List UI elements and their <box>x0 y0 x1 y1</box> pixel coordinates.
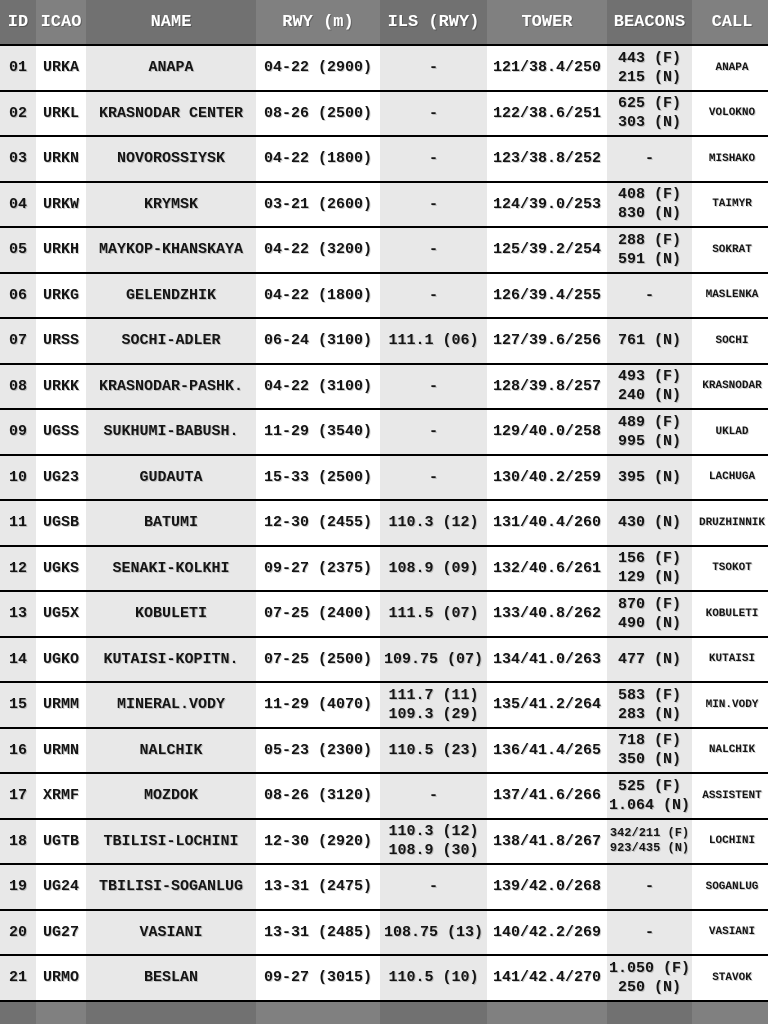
table-row <box>0 365 768 411</box>
cell-icao: UG27 <box>42 923 79 941</box>
cell-name: SENAKI-KOLKHI <box>86 547 256 591</box>
table-row <box>0 729 768 775</box>
cell-icao: URKA <box>42 59 79 77</box>
cell-id: 10 <box>0 456 36 500</box>
column-header-tower: TOWER <box>491 0 603 44</box>
table-row <box>0 592 768 638</box>
cell-ils: 110.3 (12) 108.9 (30) <box>380 820 487 864</box>
cell-name: NALCHIK <box>86 729 256 773</box>
table-row <box>0 911 768 957</box>
cell-beacons: 288 (F) 591 (N) <box>607 228 692 272</box>
footer-band-segment <box>86 1002 256 1024</box>
cell-beacons: - <box>607 137 692 181</box>
cell-id: 14 <box>0 638 36 682</box>
cell-rwy: 06-24 (3100) <box>263 332 373 350</box>
cell-beacons: 583 (F) 283 (N) <box>607 683 692 727</box>
cell-beacons: 342/211 (F) 923/435 (N) <box>607 820 692 864</box>
cell-call: KUTAISI <box>708 653 756 666</box>
cell-name: MAYKOP-KHANSKAYA <box>86 228 256 272</box>
cell-ils: 111.1 (06) <box>380 319 487 363</box>
cell-icao: UG24 <box>42 878 79 896</box>
table-row <box>0 638 768 684</box>
cell-icao: UGKO <box>42 650 79 668</box>
cell-name: VASIANI <box>86 911 256 955</box>
cell-beacons: - <box>607 865 692 909</box>
column-header-rwy: RWY (m) <box>260 0 376 44</box>
cell-beacons: 625 (F) 303 (N) <box>607 92 692 136</box>
cell-id: 12 <box>0 547 36 591</box>
cell-icao: URMO <box>42 969 79 987</box>
cell-id: 08 <box>0 365 36 409</box>
table-row <box>0 683 768 729</box>
cell-rwy: 08-26 (2500) <box>263 104 373 122</box>
cell-name: KOBULETI <box>86 592 256 636</box>
cell-tower: 124/39.0/253 <box>492 195 602 213</box>
table-row <box>0 46 768 92</box>
cell-beacons: 408 (F) 830 (N) <box>607 183 692 227</box>
cell-id: 09 <box>0 410 36 454</box>
table-row <box>0 319 768 365</box>
cell-name: GELENDZHIK <box>86 274 256 318</box>
table-row <box>0 774 768 820</box>
cell-ils: 110.5 (10) <box>380 956 487 1000</box>
cell-name: SOCHI-ADLER <box>86 319 256 363</box>
cell-id: 11 <box>0 501 36 545</box>
cell-ils: 111.5 (07) <box>380 592 487 636</box>
cell-tower: 139/42.0/268 <box>492 878 602 896</box>
cell-ils: - <box>380 183 487 227</box>
cell-call: VOLOKNO <box>708 107 756 120</box>
cell-tower: 128/39.8/257 <box>492 377 602 395</box>
table-row <box>0 228 768 274</box>
column-header-id: ID <box>0 0 36 44</box>
cell-call: MISHAKO <box>708 152 756 165</box>
cell-call: KOBULETI <box>705 607 759 620</box>
cell-icao: URKL <box>42 104 79 122</box>
cell-call: SOKRAT <box>712 243 752 256</box>
table-row <box>0 456 768 502</box>
cell-ils: 109.75 (07) <box>380 638 487 682</box>
cell-call: ASSISTENT <box>702 789 762 802</box>
cell-beacons: 477 (N) <box>607 638 692 682</box>
cell-icao: URKW <box>42 195 79 213</box>
cell-ils: - <box>380 456 487 500</box>
cell-beacons: 493 (F) 240 (N) <box>607 365 692 409</box>
cell-rwy: 09-27 (2375) <box>263 559 373 577</box>
footer-band-segment <box>380 1002 487 1024</box>
cell-icao: URSS <box>42 332 79 350</box>
cell-id: 15 <box>0 683 36 727</box>
cell-id: 21 <box>0 956 36 1000</box>
column-header-name: NAME <box>86 0 256 44</box>
cell-ils: - <box>380 274 487 318</box>
footer-band-segment <box>607 1002 692 1024</box>
column-header-beacons: BEACONS <box>607 0 692 44</box>
cell-beacons: 761 (N) <box>607 319 692 363</box>
table-row <box>0 820 768 866</box>
cell-rwy: 12-30 (2455) <box>263 514 373 532</box>
cell-ils: - <box>380 137 487 181</box>
cell-tower: 127/39.6/256 <box>492 332 602 350</box>
table-row <box>0 137 768 183</box>
cell-ils: 108.9 (09) <box>380 547 487 591</box>
cell-icao: URMN <box>42 741 79 759</box>
cell-tower: 131/40.4/260 <box>492 514 602 532</box>
cell-beacons: 156 (F) 129 (N) <box>607 547 692 591</box>
cell-name: BATUMI <box>86 501 256 545</box>
cell-rwy: 03-21 (2600) <box>263 195 373 213</box>
cell-icao: URKG <box>42 286 79 304</box>
cell-tower: 126/39.4/255 <box>492 286 602 304</box>
cell-id: 03 <box>0 137 36 181</box>
cell-tower: 129/40.0/258 <box>492 423 602 441</box>
cell-rwy: 11-29 (3540) <box>263 423 373 441</box>
cell-icao: URKH <box>42 241 79 259</box>
cell-ils: 110.5 (23) <box>380 729 487 773</box>
cell-rwy: 12-30 (2920) <box>263 832 373 850</box>
column-header-call: CALL <box>696 0 768 44</box>
cell-call: ANAPA <box>715 61 749 74</box>
footer-band-segment <box>40 1002 82 1024</box>
cell-tower: 135/41.2/264 <box>492 696 602 714</box>
cell-beacons: 489 (F) 995 (N) <box>607 410 692 454</box>
cell-ils: 110.3 (12) <box>380 501 487 545</box>
cell-name: KRASNODAR-PASHK. <box>86 365 256 409</box>
cell-rwy: 08-26 (3120) <box>263 787 373 805</box>
cell-call: LOCHINI <box>708 835 756 848</box>
cell-id: 16 <box>0 729 36 773</box>
cell-icao: UG23 <box>42 468 79 486</box>
footer-band-segment <box>696 1002 768 1024</box>
cell-name: KRYMSK <box>86 183 256 227</box>
cell-name: NOVOROSSIYSK <box>86 137 256 181</box>
cell-rwy: 05-23 (2300) <box>263 741 373 759</box>
cell-call: LACHUGA <box>708 471 756 484</box>
cell-ils: 108.75 (13) <box>380 911 487 955</box>
cell-icao: XRMF <box>42 787 79 805</box>
cell-beacons: 525 (F) 1.064 (N) <box>607 774 692 818</box>
footer-band-segment <box>260 1002 376 1024</box>
cell-beacons: - <box>607 911 692 955</box>
cell-rwy: 07-25 (2500) <box>263 650 373 668</box>
cell-ils: - <box>380 774 487 818</box>
cell-rwy: 04-22 (3200) <box>263 241 373 259</box>
footer-band-segment <box>0 1002 36 1024</box>
cell-tower: 140/42.2/269 <box>492 923 602 941</box>
cell-rwy: 09-27 (3015) <box>263 969 373 987</box>
column-header-icao: ICAO <box>40 0 82 44</box>
cell-name: KUTAISI-KOPITN. <box>86 638 256 682</box>
table-row <box>0 501 768 547</box>
column-header-ils: ILS (RWY) <box>380 0 487 44</box>
cell-name: KRASNODAR CENTER <box>86 92 256 136</box>
cell-beacons: 718 (F) 350 (N) <box>607 729 692 773</box>
cell-icao: URMM <box>42 696 79 714</box>
cell-ils: - <box>380 228 487 272</box>
cell-id: 18 <box>0 820 36 864</box>
cell-icao: UGSS <box>42 423 79 441</box>
cell-call: TSOKOT <box>712 562 752 575</box>
cell-call: VASIANI <box>708 926 756 939</box>
cell-call: SOCHI <box>715 334 749 347</box>
cell-icao: UGTB <box>42 832 79 850</box>
cell-id: 06 <box>0 274 36 318</box>
cell-rwy: 15-33 (2500) <box>263 468 373 486</box>
cell-tower: 121/38.4/250 <box>492 59 602 77</box>
cell-beacons: 870 (F) 490 (N) <box>607 592 692 636</box>
cell-tower: 123/38.8/252 <box>492 150 602 168</box>
cell-name: MINERAL.VODY <box>86 683 256 727</box>
cell-call: TAIMYR <box>712 198 752 211</box>
cell-tower: 125/39.2/254 <box>492 241 602 259</box>
cell-ils: - <box>380 865 487 909</box>
cell-name: GUDAUTA <box>86 456 256 500</box>
table-row <box>0 274 768 320</box>
cell-id: 19 <box>0 865 36 909</box>
cell-id: 13 <box>0 592 36 636</box>
cell-tower: 130/40.2/259 <box>492 468 602 486</box>
cell-rwy: 11-29 (4070) <box>263 696 373 714</box>
cell-call: KRASNODAR <box>702 380 762 393</box>
cell-name: TBILISI-SOGANLUG <box>86 865 256 909</box>
table-row <box>0 956 768 1002</box>
cell-beacons: 395 (N) <box>607 456 692 500</box>
table-row <box>0 410 768 456</box>
cell-tower: 132/40.6/261 <box>492 559 602 577</box>
cell-id: 01 <box>0 46 36 90</box>
cell-ils: - <box>380 365 487 409</box>
table-row <box>0 865 768 911</box>
cell-name: BESLAN <box>86 956 256 1000</box>
cell-call: NALCHIK <box>708 744 756 757</box>
cell-name: ANAPA <box>86 46 256 90</box>
cell-icao: URKK <box>42 377 79 395</box>
cell-ils: - <box>380 92 487 136</box>
cell-tower: 134/41.0/263 <box>492 650 602 668</box>
table-footer <box>0 1002 768 1024</box>
cell-name: SUKHUMI-BABUSH. <box>86 410 256 454</box>
cell-icao: URKN <box>42 150 79 168</box>
table-row <box>0 547 768 593</box>
cell-tower: 122/38.6/251 <box>492 104 602 122</box>
cell-id: 20 <box>0 911 36 955</box>
table-body <box>0 46 768 1002</box>
cell-tower: 141/42.4/270 <box>492 969 602 987</box>
cell-rwy: 04-22 (1800) <box>263 150 373 168</box>
cell-rwy: 04-22 (1800) <box>263 286 373 304</box>
cell-beacons: 443 (F) 215 (N) <box>607 46 692 90</box>
cell-icao: UGSB <box>42 514 79 532</box>
cell-call: MIN.VODY <box>705 698 759 711</box>
table-header <box>0 0 768 46</box>
cell-call: DRUZHINNIK <box>698 516 765 529</box>
cell-tower: 136/41.4/265 <box>492 741 602 759</box>
cell-id: 07 <box>0 319 36 363</box>
footer-band-segment <box>491 1002 603 1024</box>
cell-call: MASLENKA <box>705 289 759 302</box>
cell-rwy: 13-31 (2475) <box>263 878 373 896</box>
table-row <box>0 183 768 229</box>
table-row <box>0 92 768 138</box>
cell-beacons: 430 (N) <box>607 501 692 545</box>
cell-icao: UGKS <box>42 559 79 577</box>
cell-name: TBILISI-LOCHINI <box>86 820 256 864</box>
cell-rwy: 04-22 (3100) <box>263 377 373 395</box>
cell-ils: - <box>380 410 487 454</box>
cell-tower: 137/41.6/266 <box>492 787 602 805</box>
cell-ils: 111.7 (11) 109.3 (29) <box>380 683 487 727</box>
cell-call: UKLAD <box>715 425 749 438</box>
cell-id: 17 <box>0 774 36 818</box>
cell-rwy: 07-25 (2400) <box>263 605 373 623</box>
cell-call: SOGANLUG <box>705 880 759 893</box>
cell-rwy: 04-22 (2900) <box>263 59 373 77</box>
cell-tower: 133/40.8/262 <box>492 605 602 623</box>
cell-beacons: 1.050 (F) 250 (N) <box>607 956 692 1000</box>
cell-tower: 138/41.8/267 <box>492 832 602 850</box>
cell-call: STAVOK <box>712 971 752 984</box>
cell-name: MOZDOK <box>86 774 256 818</box>
cell-rwy: 13-31 (2485) <box>263 923 373 941</box>
cell-id: 04 <box>0 183 36 227</box>
cell-id: 05 <box>0 228 36 272</box>
cell-ils: - <box>380 46 487 90</box>
cell-beacons: - <box>607 274 692 318</box>
cell-id: 02 <box>0 92 36 136</box>
cell-icao: UG5X <box>42 605 79 623</box>
